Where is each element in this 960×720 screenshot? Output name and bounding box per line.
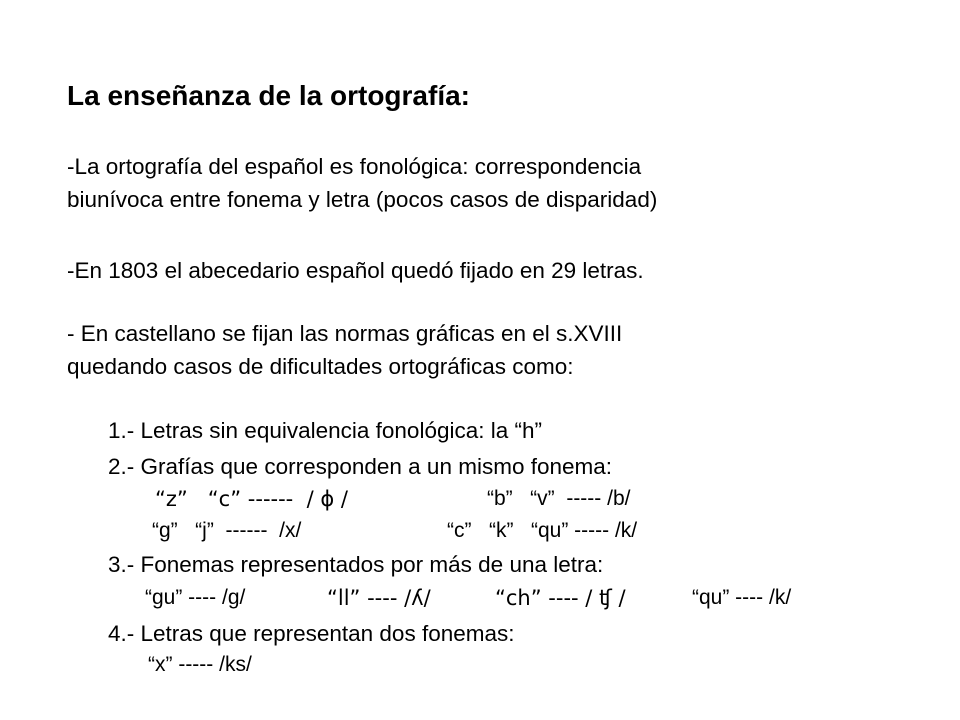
paragraph-castilian-norms xyxy=(67,317,622,383)
paragraph-line: biunívoca entre fonema y letra (pocos casos de disparidad) xyxy=(67,187,658,212)
slide-title: La enseñanza de la ortografía: xyxy=(67,80,470,111)
paragraph-line: -En 1803 el abecedario español quedó fijado en 29 letras. xyxy=(67,258,644,283)
list-item-4-example: “x” ----- /ks/ xyxy=(148,653,252,676)
paragraph-orthography-phonological xyxy=(67,150,657,216)
paragraph-line: -La ortografía del español es fonológica: correspondencia xyxy=(67,154,642,179)
list-item-2: 2.- Grafías que corresponden a un mismo fonema: xyxy=(108,454,613,479)
list-item-1: 1.- Letras sin equivalencia fonológica: la “h” xyxy=(108,418,542,443)
list-item-3-example: “qu” ---- /k/ xyxy=(692,586,792,609)
list-item-2-example: “b” “v” ----- /b/ xyxy=(487,487,631,510)
paragraph-line: - En castellano se fijan las normas gráficas en el s.XVIII xyxy=(67,321,623,346)
paragraph-alphabet-1803 xyxy=(67,254,644,287)
list-item-4: 4.- Letras que representan dos fonemas: xyxy=(108,621,515,646)
list-item-2-example: “c” “k” “qu” ----- /k/ xyxy=(447,519,638,542)
list-item-3: 3.- Fonemas representados por más de una letra: xyxy=(108,552,604,577)
list-item-3-example: “gu” ---- /g/ xyxy=(145,586,246,609)
list-item-3-example: “ll” ---- /ʎ/ xyxy=(327,586,431,610)
list-item-2-example: “z” “c” ------ / ɸ / xyxy=(155,487,348,511)
paragraph-line: quedando casos de dificultades ortográficas como: xyxy=(67,354,574,379)
list-item-2-example: “g” “j” ------ /x/ xyxy=(152,519,302,542)
list-item-3-example: “ch” ---- / ʧ / xyxy=(495,586,626,610)
